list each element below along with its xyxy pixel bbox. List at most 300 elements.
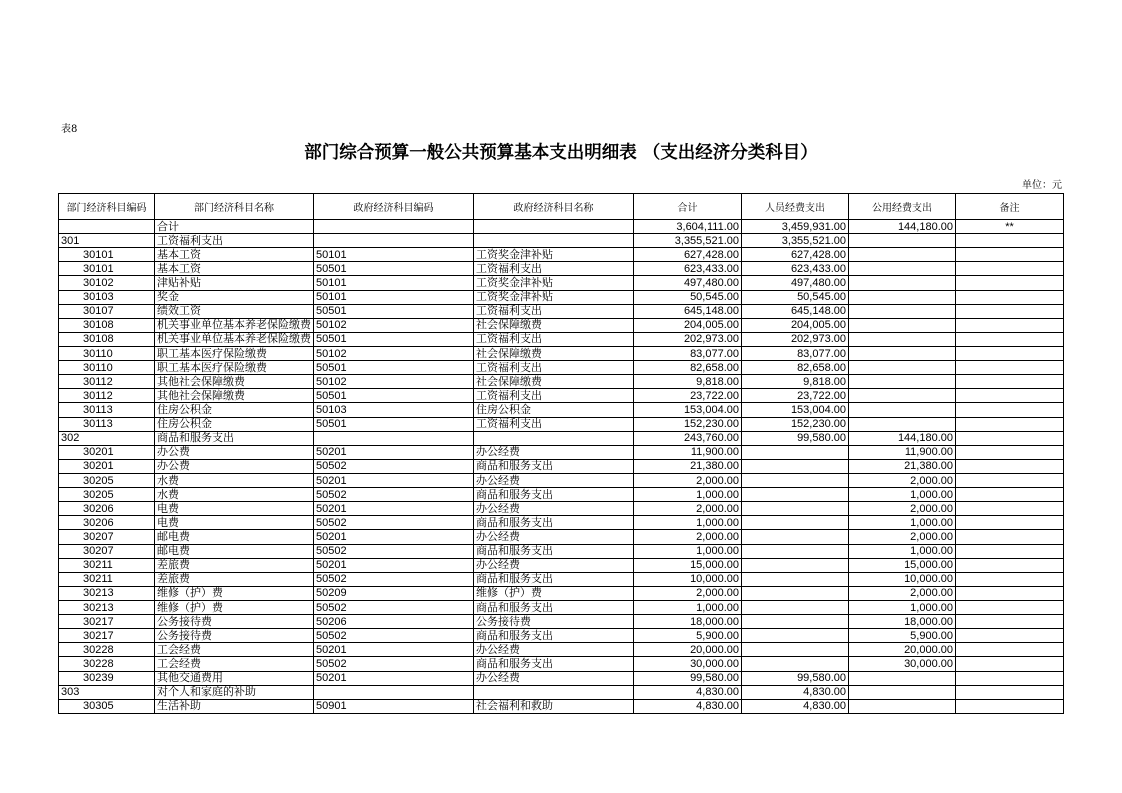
dept-name-cell: 差旅费 bbox=[155, 572, 314, 586]
public-expense-cell: 2,000.00 bbox=[849, 530, 956, 544]
table-row bbox=[59, 473, 1064, 487]
dept-name-cell: 基本工资 bbox=[155, 248, 314, 262]
personnel-expense-cell: 99,580.00 bbox=[742, 671, 849, 685]
dept-code-cell: 30108 bbox=[59, 318, 155, 332]
total-cell: 623,433.00 bbox=[634, 262, 742, 276]
gov-name-cell: 商品和服务支出 bbox=[474, 544, 634, 558]
note-cell bbox=[956, 615, 1064, 629]
dept-name-cell: 对个人和家庭的补助 bbox=[155, 685, 314, 699]
dept-name-cell: 绩效工资 bbox=[155, 304, 314, 318]
total-cell: 5,900.00 bbox=[634, 629, 742, 643]
gov-code-cell bbox=[314, 234, 474, 248]
gov-code-cell: 50501 bbox=[314, 332, 474, 346]
table-row bbox=[59, 375, 1064, 389]
personnel-expense-cell bbox=[742, 600, 849, 614]
dept-code-cell: 30213 bbox=[59, 586, 155, 600]
gov-name-cell: 社会福利和救助 bbox=[474, 699, 634, 713]
table-row bbox=[59, 346, 1064, 360]
note-cell bbox=[956, 572, 1064, 586]
dept-name-cell: 生活补助 bbox=[155, 699, 314, 713]
gov-name-cell bbox=[474, 220, 634, 234]
dept-code-cell: 30217 bbox=[59, 615, 155, 629]
total-cell: 2,000.00 bbox=[634, 530, 742, 544]
table-row bbox=[59, 586, 1064, 600]
personnel-expense-cell bbox=[742, 459, 849, 473]
public-expense-cell bbox=[849, 318, 956, 332]
gov-code-cell: 50502 bbox=[314, 629, 474, 643]
gov-name-cell: 办公经费 bbox=[474, 445, 634, 459]
note-cell bbox=[956, 699, 1064, 713]
personnel-expense-cell bbox=[742, 643, 849, 657]
total-cell: 1,000.00 bbox=[634, 488, 742, 502]
dept-code-cell: 30110 bbox=[59, 346, 155, 360]
gov-name-cell: 社会保障缴费 bbox=[474, 346, 634, 360]
gov-code-cell: 50502 bbox=[314, 516, 474, 530]
dept-code-cell: 30110 bbox=[59, 361, 155, 375]
gov-code-cell: 50201 bbox=[314, 671, 474, 685]
dept-code-cell: 30228 bbox=[59, 657, 155, 671]
gov-code-cell: 50201 bbox=[314, 502, 474, 516]
table-row bbox=[59, 361, 1064, 375]
dept-name-cell: 差旅费 bbox=[155, 558, 314, 572]
note-cell bbox=[956, 318, 1064, 332]
total-cell: 9,818.00 bbox=[634, 375, 742, 389]
personnel-expense-cell: 645,148.00 bbox=[742, 304, 849, 318]
total-cell: 3,355,521.00 bbox=[634, 234, 742, 248]
personnel-expense-cell bbox=[742, 586, 849, 600]
dept-name-cell: 办公费 bbox=[155, 459, 314, 473]
dept-code-cell: 30103 bbox=[59, 290, 155, 304]
public-expense-cell: 21,380.00 bbox=[849, 459, 956, 473]
dept-name-cell: 水费 bbox=[155, 473, 314, 487]
personnel-expense-cell: 3,355,521.00 bbox=[742, 234, 849, 248]
public-expense-cell: 20,000.00 bbox=[849, 643, 956, 657]
table-row bbox=[59, 389, 1064, 403]
header-dept-code: 部门经济科目编码 bbox=[59, 194, 155, 220]
dept-code-cell: 30207 bbox=[59, 544, 155, 558]
gov-code-cell: 50103 bbox=[314, 403, 474, 417]
total-cell: 243,760.00 bbox=[634, 431, 742, 445]
table-row bbox=[59, 403, 1064, 417]
dept-name-cell: 住房公积金 bbox=[155, 403, 314, 417]
total-cell: 11,900.00 bbox=[634, 445, 742, 459]
dept-name-cell: 职工基本医疗保险缴费 bbox=[155, 346, 314, 360]
dept-name-cell: 邮电费 bbox=[155, 530, 314, 544]
public-expense-cell bbox=[849, 685, 956, 699]
total-cell: 2,000.00 bbox=[634, 473, 742, 487]
gov-code-cell: 50206 bbox=[314, 615, 474, 629]
personnel-expense-cell: 497,480.00 bbox=[742, 276, 849, 290]
dept-code-cell: 30113 bbox=[59, 417, 155, 431]
note-cell bbox=[956, 346, 1064, 360]
personnel-expense-cell bbox=[742, 572, 849, 586]
page-title: 部门综合预算一般公共预算基本支出明细表 （支出经济分类科目） bbox=[304, 143, 818, 163]
dept-name-cell: 电费 bbox=[155, 502, 314, 516]
header-note: 备注 bbox=[956, 194, 1064, 220]
dept-name-cell: 维修（护）费 bbox=[155, 586, 314, 600]
dept-code-cell bbox=[59, 220, 155, 234]
gov-code-cell: 50101 bbox=[314, 248, 474, 262]
note-cell bbox=[956, 488, 1064, 502]
note-cell bbox=[956, 643, 1064, 657]
personnel-expense-cell: 153,004.00 bbox=[742, 403, 849, 417]
gov-name-cell: 办公经费 bbox=[474, 643, 634, 657]
total-cell: 1,000.00 bbox=[634, 516, 742, 530]
table-row bbox=[59, 332, 1064, 346]
header-dept-name: 部门经济科目名称 bbox=[155, 194, 314, 220]
public-expense-cell bbox=[849, 375, 956, 389]
personnel-expense-cell: 3,459,931.00 bbox=[742, 220, 849, 234]
note-cell bbox=[956, 375, 1064, 389]
public-expense-cell: 18,000.00 bbox=[849, 615, 956, 629]
dept-name-cell: 电费 bbox=[155, 516, 314, 530]
public-expense-cell bbox=[849, 403, 956, 417]
note-cell bbox=[956, 629, 1064, 643]
public-expense-cell bbox=[849, 262, 956, 276]
table-row bbox=[59, 431, 1064, 445]
gov-name-cell: 办公经费 bbox=[474, 502, 634, 516]
dept-code-cell: 303 bbox=[59, 685, 155, 699]
table-row bbox=[59, 290, 1064, 304]
gov-code-cell: 50502 bbox=[314, 572, 474, 586]
total-cell: 2,000.00 bbox=[634, 502, 742, 516]
dept-code-cell: 30102 bbox=[59, 276, 155, 290]
total-cell: 10,000.00 bbox=[634, 572, 742, 586]
gov-name-cell: 工资福利支出 bbox=[474, 262, 634, 276]
gov-name-cell: 商品和服务支出 bbox=[474, 488, 634, 502]
gov-code-cell: 50201 bbox=[314, 530, 474, 544]
dept-name-cell: 职工基本医疗保险缴费 bbox=[155, 361, 314, 375]
table-row bbox=[59, 657, 1064, 671]
table-row bbox=[59, 671, 1064, 685]
gov-name-cell: 工资福利支出 bbox=[474, 361, 634, 375]
gov-name-cell: 工资福利支出 bbox=[474, 389, 634, 403]
unit-label: 单位：元 bbox=[1022, 180, 1062, 191]
personnel-expense-cell bbox=[742, 516, 849, 530]
note-cell bbox=[956, 558, 1064, 572]
table-row bbox=[59, 544, 1064, 558]
total-cell: 21,380.00 bbox=[634, 459, 742, 473]
header-public-expense: 公用经费支出 bbox=[849, 194, 956, 220]
personnel-expense-cell bbox=[742, 558, 849, 572]
personnel-expense-cell: 9,818.00 bbox=[742, 375, 849, 389]
personnel-expense-cell: 152,230.00 bbox=[742, 417, 849, 431]
total-cell: 1,000.00 bbox=[634, 544, 742, 558]
gov-name-cell: 商品和服务支出 bbox=[474, 657, 634, 671]
dept-code-cell: 30101 bbox=[59, 248, 155, 262]
public-expense-cell: 2,000.00 bbox=[849, 586, 956, 600]
personnel-expense-cell bbox=[742, 615, 849, 629]
dept-code-cell: 30217 bbox=[59, 629, 155, 643]
public-expense-cell bbox=[849, 304, 956, 318]
note-cell bbox=[956, 403, 1064, 417]
table-row bbox=[59, 685, 1064, 699]
public-expense-cell bbox=[849, 361, 956, 375]
dept-code-cell: 30211 bbox=[59, 558, 155, 572]
public-expense-cell: 11,900.00 bbox=[849, 445, 956, 459]
dept-name-cell: 住房公积金 bbox=[155, 417, 314, 431]
table-row bbox=[59, 629, 1064, 643]
total-cell: 202,973.00 bbox=[634, 332, 742, 346]
dept-name-cell: 工会经费 bbox=[155, 643, 314, 657]
note-cell bbox=[956, 544, 1064, 558]
gov-code-cell: 50201 bbox=[314, 643, 474, 657]
gov-code-cell: 50502 bbox=[314, 600, 474, 614]
public-expense-cell bbox=[849, 417, 956, 431]
gov-code-cell: 50101 bbox=[314, 276, 474, 290]
gov-name-cell: 住房公积金 bbox=[474, 403, 634, 417]
note-cell bbox=[956, 473, 1064, 487]
total-cell: 153,004.00 bbox=[634, 403, 742, 417]
note-cell bbox=[956, 248, 1064, 262]
note-cell bbox=[956, 389, 1064, 403]
personnel-expense-cell: 50,545.00 bbox=[742, 290, 849, 304]
public-expense-cell: 1,000.00 bbox=[849, 516, 956, 530]
public-expense-cell: 30,000.00 bbox=[849, 657, 956, 671]
dept-name-cell: 合计 bbox=[155, 220, 314, 234]
dept-name-cell: 其他社会保障缴费 bbox=[155, 375, 314, 389]
gov-code-cell: 50901 bbox=[314, 699, 474, 713]
gov-code-cell bbox=[314, 431, 474, 445]
table-row bbox=[59, 488, 1064, 502]
dept-name-cell: 其他交通费用 bbox=[155, 671, 314, 685]
table-row bbox=[59, 530, 1064, 544]
note-cell bbox=[956, 530, 1064, 544]
note-cell bbox=[956, 262, 1064, 276]
dept-code-cell: 30205 bbox=[59, 473, 155, 487]
gov-code-cell: 50201 bbox=[314, 473, 474, 487]
table-row bbox=[59, 615, 1064, 629]
table-row bbox=[59, 262, 1064, 276]
dept-code-cell: 30228 bbox=[59, 643, 155, 657]
personnel-expense-cell: 4,830.00 bbox=[742, 699, 849, 713]
personnel-expense-cell bbox=[742, 488, 849, 502]
total-cell: 50,545.00 bbox=[634, 290, 742, 304]
gov-code-cell: 50501 bbox=[314, 417, 474, 431]
note-cell bbox=[956, 276, 1064, 290]
gov-name-cell: 工资奖金津补贴 bbox=[474, 290, 634, 304]
dept-name-cell: 工会经费 bbox=[155, 657, 314, 671]
total-cell: 152,230.00 bbox=[634, 417, 742, 431]
dept-name-cell: 办公费 bbox=[155, 445, 314, 459]
gov-code-cell: 50502 bbox=[314, 459, 474, 473]
total-cell: 18,000.00 bbox=[634, 615, 742, 629]
note-cell bbox=[956, 671, 1064, 685]
table-row bbox=[59, 276, 1064, 290]
dept-code-cell: 30205 bbox=[59, 488, 155, 502]
gov-name-cell: 办公经费 bbox=[474, 671, 634, 685]
dept-name-cell: 基本工资 bbox=[155, 262, 314, 276]
dept-name-cell: 公务接待费 bbox=[155, 615, 314, 629]
dept-code-cell: 30206 bbox=[59, 502, 155, 516]
table-row bbox=[59, 600, 1064, 614]
dept-code-cell: 30211 bbox=[59, 572, 155, 586]
public-expense-cell: 5,900.00 bbox=[849, 629, 956, 643]
dept-code-cell: 30101 bbox=[59, 262, 155, 276]
gov-code-cell: 50501 bbox=[314, 361, 474, 375]
personnel-expense-cell: 99,580.00 bbox=[742, 431, 849, 445]
public-expense-cell: 1,000.00 bbox=[849, 600, 956, 614]
note-cell bbox=[956, 502, 1064, 516]
public-expense-cell bbox=[849, 671, 956, 685]
public-expense-cell bbox=[849, 389, 956, 403]
gov-name-cell: 商品和服务支出 bbox=[474, 459, 634, 473]
note-cell bbox=[956, 234, 1064, 248]
dept-name-cell: 津贴补贴 bbox=[155, 276, 314, 290]
dept-name-cell: 商品和服务支出 bbox=[155, 431, 314, 445]
gov-name-cell: 工资奖金津补贴 bbox=[474, 248, 634, 262]
table-row bbox=[59, 643, 1064, 657]
dept-code-cell: 30201 bbox=[59, 445, 155, 459]
public-expense-cell bbox=[849, 699, 956, 713]
dept-name-cell: 工资福利支出 bbox=[155, 234, 314, 248]
gov-name-cell: 工资奖金津补贴 bbox=[474, 276, 634, 290]
personnel-expense-cell bbox=[742, 445, 849, 459]
dept-code-cell: 30305 bbox=[59, 699, 155, 713]
gov-code-cell bbox=[314, 220, 474, 234]
gov-code-cell: 50102 bbox=[314, 375, 474, 389]
gov-name-cell: 工资福利支出 bbox=[474, 332, 634, 346]
table-row bbox=[59, 234, 1064, 248]
note-cell bbox=[956, 304, 1064, 318]
gov-code-cell: 50502 bbox=[314, 544, 474, 558]
note-cell bbox=[956, 290, 1064, 304]
dept-code-cell: 30213 bbox=[59, 600, 155, 614]
gov-code-cell: 50102 bbox=[314, 318, 474, 332]
note-cell bbox=[956, 459, 1064, 473]
header-personnel-expense: 人员经费支出 bbox=[742, 194, 849, 220]
personnel-expense-cell: 82,658.00 bbox=[742, 361, 849, 375]
table-row bbox=[59, 502, 1064, 516]
dept-code-cell: 30108 bbox=[59, 332, 155, 346]
gov-code-cell: 50101 bbox=[314, 290, 474, 304]
total-cell: 3,604,111.00 bbox=[634, 220, 742, 234]
gov-code-cell: 50502 bbox=[314, 488, 474, 502]
note-cell bbox=[956, 600, 1064, 614]
dept-code-cell: 30206 bbox=[59, 516, 155, 530]
dept-code-cell: 30112 bbox=[59, 375, 155, 389]
gov-name-cell: 商品和服务支出 bbox=[474, 516, 634, 530]
header-total: 合计 bbox=[634, 194, 742, 220]
table-header-row bbox=[59, 194, 1064, 220]
gov-name-cell bbox=[474, 431, 634, 445]
table-row bbox=[59, 445, 1064, 459]
total-cell: 1,000.00 bbox=[634, 600, 742, 614]
dept-name-cell: 机关事业单位基本养老保险缴费 bbox=[155, 318, 314, 332]
personnel-expense-cell: 4,830.00 bbox=[742, 685, 849, 699]
note-cell: ** bbox=[956, 220, 1064, 234]
gov-code-cell: 50502 bbox=[314, 657, 474, 671]
personnel-expense-cell bbox=[742, 502, 849, 516]
gov-name-cell: 办公经费 bbox=[474, 558, 634, 572]
total-cell: 627,428.00 bbox=[634, 248, 742, 262]
total-cell: 20,000.00 bbox=[634, 643, 742, 657]
gov-code-cell: 50501 bbox=[314, 389, 474, 403]
table-row bbox=[59, 220, 1064, 234]
note-cell bbox=[956, 445, 1064, 459]
public-expense-cell: 2,000.00 bbox=[849, 502, 956, 516]
table-number: 表8 bbox=[61, 124, 78, 135]
dept-code-cell: 30113 bbox=[59, 403, 155, 417]
public-expense-cell: 15,000.00 bbox=[849, 558, 956, 572]
dept-code-cell: 302 bbox=[59, 431, 155, 445]
gov-name-cell: 工资福利支出 bbox=[474, 417, 634, 431]
dept-name-cell: 机关事业单位基本养老保险缴费 bbox=[155, 332, 314, 346]
table-row bbox=[59, 248, 1064, 262]
note-cell bbox=[956, 361, 1064, 375]
gov-code-cell bbox=[314, 685, 474, 699]
total-cell: 4,830.00 bbox=[634, 685, 742, 699]
total-cell: 15,000.00 bbox=[634, 558, 742, 572]
gov-name-cell: 商品和服务支出 bbox=[474, 629, 634, 643]
table-row bbox=[59, 459, 1064, 473]
dept-code-cell: 301 bbox=[59, 234, 155, 248]
personnel-expense-cell bbox=[742, 544, 849, 558]
total-cell: 30,000.00 bbox=[634, 657, 742, 671]
table-row bbox=[59, 699, 1064, 713]
public-expense-cell bbox=[849, 346, 956, 360]
total-cell: 83,077.00 bbox=[634, 346, 742, 360]
dept-name-cell: 公务接待费 bbox=[155, 629, 314, 643]
table-row bbox=[59, 572, 1064, 586]
public-expense-cell bbox=[849, 290, 956, 304]
dept-code-cell: 30201 bbox=[59, 459, 155, 473]
gov-name-cell bbox=[474, 685, 634, 699]
dept-code-cell: 30107 bbox=[59, 304, 155, 318]
table-row bbox=[59, 516, 1064, 530]
note-cell bbox=[956, 417, 1064, 431]
gov-code-cell: 50501 bbox=[314, 262, 474, 276]
dept-name-cell: 其他社会保障缴费 bbox=[155, 389, 314, 403]
gov-name-cell bbox=[474, 234, 634, 248]
gov-name-cell: 商品和服务支出 bbox=[474, 600, 634, 614]
table-row bbox=[59, 318, 1064, 332]
total-cell: 4,830.00 bbox=[634, 699, 742, 713]
table-row bbox=[59, 304, 1064, 318]
public-expense-cell: 2,000.00 bbox=[849, 473, 956, 487]
gov-name-cell: 公务接待费 bbox=[474, 615, 634, 629]
dept-code-cell: 30112 bbox=[59, 389, 155, 403]
note-cell bbox=[956, 516, 1064, 530]
total-cell: 2,000.00 bbox=[634, 586, 742, 600]
personnel-expense-cell bbox=[742, 473, 849, 487]
note-cell bbox=[956, 431, 1064, 445]
personnel-expense-cell bbox=[742, 657, 849, 671]
personnel-expense-cell: 627,428.00 bbox=[742, 248, 849, 262]
header-gov-code: 政府经济科目编码 bbox=[314, 194, 474, 220]
gov-name-cell: 社会保障缴费 bbox=[474, 318, 634, 332]
public-expense-cell bbox=[849, 234, 956, 248]
gov-code-cell: 50201 bbox=[314, 445, 474, 459]
note-cell bbox=[956, 685, 1064, 699]
gov-code-cell: 50102 bbox=[314, 346, 474, 360]
table-body bbox=[59, 220, 1064, 714]
gov-code-cell: 50201 bbox=[314, 558, 474, 572]
personnel-expense-cell: 202,973.00 bbox=[742, 332, 849, 346]
note-cell bbox=[956, 586, 1064, 600]
public-expense-cell bbox=[849, 276, 956, 290]
personnel-expense-cell bbox=[742, 530, 849, 544]
note-cell bbox=[956, 332, 1064, 346]
public-expense-cell bbox=[849, 332, 956, 346]
dept-name-cell: 维修（护）费 bbox=[155, 600, 314, 614]
gov-name-cell: 办公经费 bbox=[474, 473, 634, 487]
public-expense-cell bbox=[849, 248, 956, 262]
total-cell: 82,658.00 bbox=[634, 361, 742, 375]
dept-name-cell: 水费 bbox=[155, 488, 314, 502]
gov-name-cell: 商品和服务支出 bbox=[474, 572, 634, 586]
table-row bbox=[59, 417, 1064, 431]
